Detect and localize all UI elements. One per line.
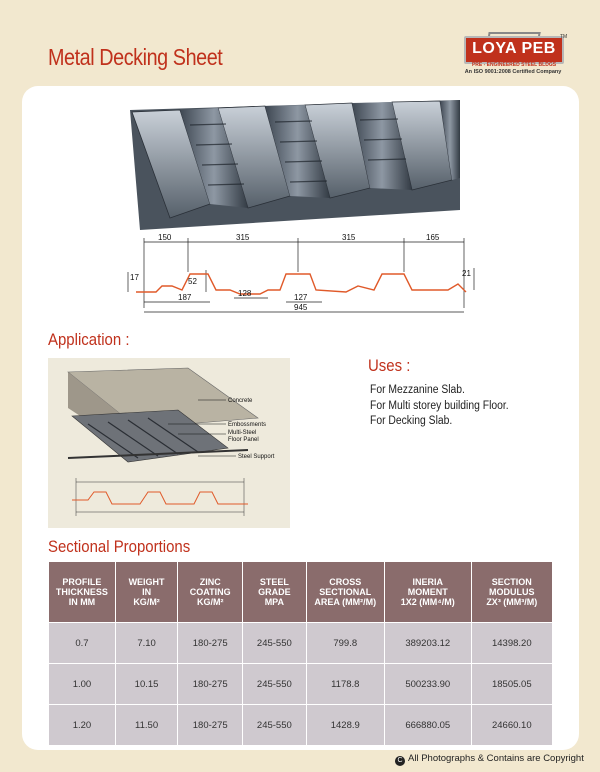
copyright-icon: C [395, 756, 405, 766]
copyright-notice [395, 753, 584, 766]
col-section-modulus [471, 562, 552, 623]
table-cell: 7.10 [115, 623, 177, 664]
col-zinc-coating [178, 562, 243, 623]
table-row [49, 705, 553, 746]
col-line: IN [142, 587, 152, 597]
table-cell: 245-550 [243, 705, 306, 746]
application-illustration [48, 358, 290, 528]
table-cell: 18505.05 [471, 664, 552, 705]
table-cell: 389203.12 [384, 623, 471, 664]
dim-187: 187 [178, 293, 192, 302]
col-line: THICKNESS [55, 587, 108, 597]
uses-item: For Mezzanine Slab. [370, 384, 465, 396]
logo-certification: An ISO 9001:2008 Certified Company [464, 69, 562, 75]
col-line: MPA [264, 597, 285, 607]
table-cell: 180-275 [178, 705, 243, 746]
table-header-row [49, 562, 553, 623]
col-cross-sectional-area [306, 562, 384, 623]
logo-tagline: PRE - ENGINEERED STEEL BLDGS [471, 62, 557, 68]
col-line: KG/M² [133, 597, 160, 607]
col-profile-thickness [49, 562, 116, 623]
col-line: PROFILE [62, 577, 102, 587]
copyright-text: All Photographs & Contains are Copyright [408, 753, 584, 764]
table-row [49, 664, 553, 705]
uses-item: For Decking Slab. [370, 415, 453, 427]
col-line: GRADE [258, 587, 291, 597]
col-line: ZX³ (MM³/M) [486, 597, 538, 607]
table-cell: 10.15 [115, 664, 177, 705]
col-steel-grade [243, 562, 306, 623]
col-line: INERIA [412, 577, 444, 587]
table-cell: 1428.9 [306, 705, 384, 746]
dim-315-b: 315 [342, 233, 356, 242]
label-multi-steel: Multi-Steel [228, 430, 257, 436]
table-cell: 11.50 [115, 705, 177, 746]
col-line: CROSS [329, 577, 362, 587]
col-line: IN MM [68, 597, 96, 607]
table-cell: 1.20 [49, 705, 116, 746]
application-heading: Application : [48, 330, 130, 349]
table-cell: 245-550 [243, 623, 306, 664]
table-cell: 245-550 [243, 664, 306, 705]
col-line: ZINC [199, 577, 221, 587]
col-line: AREA (MM²/M) [314, 597, 377, 607]
label-concrete: Concrete [228, 398, 253, 404]
table-cell: 1178.8 [306, 664, 384, 705]
label-steel-support: Steel Support [238, 454, 275, 460]
col-weight [115, 562, 177, 623]
col-line: COATING [189, 587, 231, 597]
sectional-heading: Sectional Proportions [48, 537, 191, 556]
page-title: Metal Decking Sheet [48, 44, 223, 70]
col-line: STEEL [259, 577, 289, 587]
col-line: MOMENT [407, 587, 448, 597]
dim-17: 17 [130, 273, 139, 282]
label-floor-panel: Floor Panel [228, 437, 259, 443]
col-line: SECTION [491, 577, 532, 587]
col-line: 1X2 (MM⁴/M) [400, 597, 455, 607]
col-line: MODULUS [489, 587, 535, 597]
uses-item: For Multi storey building Floor. [370, 399, 509, 412]
dim-128: 128 [238, 289, 252, 298]
dim-945: 945 [294, 303, 308, 312]
dim-165: 165 [426, 233, 440, 242]
dim-21: 21 [462, 269, 471, 278]
table-cell: 180-275 [178, 623, 243, 664]
dim-127: 127 [294, 293, 308, 302]
profile-dimension-diagram [116, 232, 486, 318]
table-cell: 0.7 [49, 623, 116, 664]
dim-315-a: 315 [236, 233, 250, 242]
col-line: WEIGHT [128, 577, 165, 587]
brand-logo [458, 32, 568, 78]
col-inertia-moment [384, 562, 471, 623]
dim-52: 52 [188, 277, 197, 286]
table-cell: 1.00 [49, 664, 116, 705]
table-cell: 14398.20 [471, 623, 552, 664]
table-cell: 180-275 [178, 664, 243, 705]
uses-heading: Uses : [368, 356, 411, 375]
table-cell: 500233.90 [384, 664, 471, 705]
table-cell: 799.8 [306, 623, 384, 664]
table-row [49, 623, 553, 664]
table-cell: 666880.05 [384, 705, 471, 746]
decking-sheet-image [130, 100, 460, 230]
label-embossments: Embossments [228, 422, 267, 428]
sectional-proportions-table [48, 561, 553, 746]
logo-box [464, 36, 564, 64]
col-line: SECTIONAL [319, 587, 372, 597]
logo-trademark: TM [560, 34, 568, 40]
logo-name: LOYA PEB [472, 40, 556, 57]
dim-150: 150 [158, 233, 172, 242]
table-cell: 24660.10 [471, 705, 552, 746]
uses-list [370, 383, 509, 430]
col-line: KG/M² [196, 597, 224, 607]
